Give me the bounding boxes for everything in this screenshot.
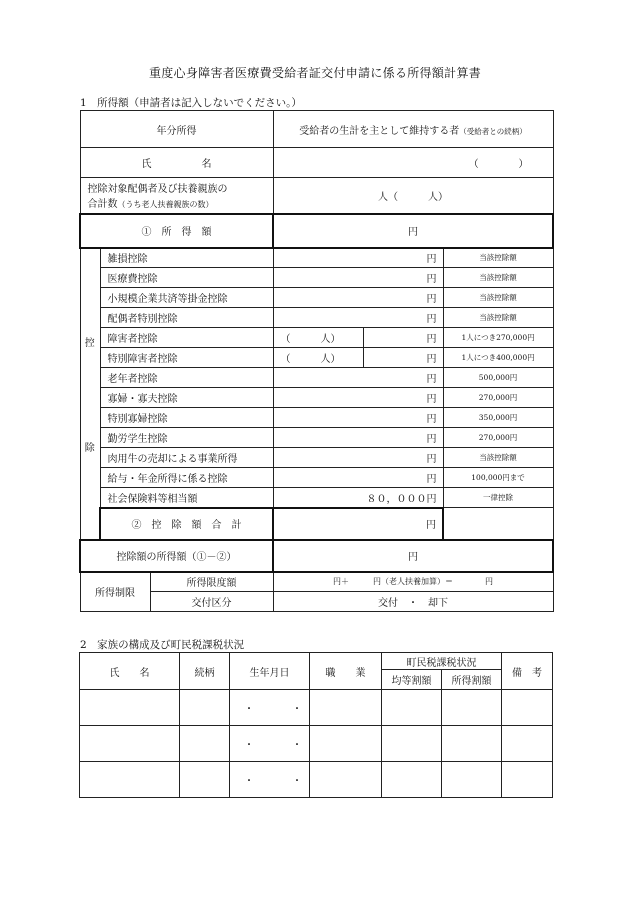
deduction-row xyxy=(80,348,553,368)
deduction-name: 雑損控除 xyxy=(100,248,273,268)
header-tax-group: 町民税課税状況 xyxy=(382,653,502,670)
page-title: 重度心身障害者医療費受給者証交付申請に係る所得額計算書 xyxy=(148,66,482,80)
deduction-name: 老年者控除 xyxy=(100,368,273,388)
deduction-row xyxy=(80,468,553,488)
family-remarks-field[interactable] xyxy=(502,690,553,726)
deduction-count-field[interactable]: 人（ 人） xyxy=(273,178,553,214)
deduction-amount-field: ８０，０００円 xyxy=(273,488,443,508)
family-tax-equal-field[interactable] xyxy=(382,762,442,798)
section1-heading: 1 所得額（申請者は記入しないでください。） xyxy=(80,97,302,109)
deduction-amount-field[interactable]: 円 xyxy=(273,268,443,288)
family-birth-field[interactable]: ・ ・ xyxy=(230,690,310,726)
deduction-amount-field[interactable]: 円 xyxy=(273,368,443,388)
deduction-amount-field[interactable]: 円 xyxy=(363,348,443,368)
deduction-name: 特別寡婦控除 xyxy=(100,408,273,428)
deduction-row xyxy=(80,448,553,468)
deduction-row xyxy=(80,248,553,268)
income-label: ① 所 得 額 xyxy=(80,214,273,248)
deduction-row xyxy=(80,428,553,448)
net-income-field[interactable]: 円 xyxy=(273,540,553,572)
table-row xyxy=(80,762,553,798)
deduction-amount-field[interactable]: 円 xyxy=(273,448,443,468)
deduction-note: 1人につき270,000円 xyxy=(443,328,553,348)
deduction-name: 社会保険料等相当額 xyxy=(100,488,273,508)
deduction-row xyxy=(80,288,553,308)
family-name-field[interactable] xyxy=(80,762,180,798)
deduction-amount-field[interactable]: 円 xyxy=(273,288,443,308)
deduction-amount-field[interactable]: 円 xyxy=(363,328,443,348)
deduction-note: 当該控除額 xyxy=(443,448,553,468)
family-job-field[interactable] xyxy=(310,762,382,798)
deduction-row xyxy=(80,308,553,328)
family-tax-income-field[interactable] xyxy=(442,726,502,762)
family-table xyxy=(79,652,553,798)
deduction-name: 寡婦・寡夫控除 xyxy=(100,388,273,408)
deduction-amount-field[interactable]: 円 xyxy=(273,408,443,428)
family-tax-income-field[interactable] xyxy=(442,762,502,798)
deduction-note: 100,000円まで xyxy=(443,468,553,488)
deduction-name: 障害者控除 xyxy=(100,328,273,348)
issue-type-field[interactable]: 交付 ・ 却下 xyxy=(273,592,553,612)
deduction-note: 一律控除 xyxy=(443,488,553,508)
deduction-person-count[interactable]: （ 人） xyxy=(273,348,363,368)
deduction-name: 特別障害者控除 xyxy=(100,348,273,368)
deduction-note: 500,000円 xyxy=(443,368,553,388)
header-birth: 生年月日 xyxy=(230,653,310,690)
deduction-count-label: 控除対象配偶者及び扶養親族の 合計数（うち老人扶養親族の数） xyxy=(80,178,273,214)
blank-cell xyxy=(443,508,553,540)
deduction-name: 医療費控除 xyxy=(100,268,273,288)
deduction-amount-field[interactable]: 円 xyxy=(273,388,443,408)
deduction-note: 当該控除額 xyxy=(443,308,553,328)
deduction-total-label: ② 控 除 額 合 計 xyxy=(100,508,273,540)
deduction-name: 配偶者特別控除 xyxy=(100,308,273,328)
deduction-amount-field[interactable]: 円 xyxy=(273,308,443,328)
year-income-label: 年分所得 xyxy=(156,125,197,137)
family-job-field[interactable] xyxy=(310,690,382,726)
header-name: 氏 名 xyxy=(80,653,180,690)
family-name-field[interactable] xyxy=(80,726,180,762)
deduction-row xyxy=(80,268,553,288)
deduction-note: 350,000円 xyxy=(443,408,553,428)
deduction-row xyxy=(80,368,553,388)
table-row xyxy=(80,726,553,762)
deduction-amount-field[interactable]: 円 xyxy=(273,428,443,448)
income-calculation-table xyxy=(79,110,554,612)
deduction-note: 1人につき400,000円 xyxy=(443,348,553,368)
deduction-note: 当該控除額 xyxy=(443,268,553,288)
deduction-total-field[interactable]: 円 xyxy=(273,508,443,540)
family-relation-field[interactable] xyxy=(180,762,230,798)
deduction-row xyxy=(80,388,553,408)
family-relation-field[interactable] xyxy=(180,690,230,726)
deduction-note: 当該控除額 xyxy=(443,288,553,308)
deduction-note: 270,000円 xyxy=(443,388,553,408)
deduction-row xyxy=(80,488,553,508)
family-tax-equal-field[interactable] xyxy=(382,690,442,726)
family-remarks-field[interactable] xyxy=(502,762,553,798)
deduction-name: 肉用牛の売却による事業所得 xyxy=(100,448,273,468)
deduction-row xyxy=(80,408,553,428)
issue-type-label: 交付区分 xyxy=(150,592,273,612)
limit-amount-field[interactable]: 円＋ 円（老人扶養加算）＝ 円 xyxy=(273,572,553,592)
header-relation: 続柄 xyxy=(180,653,230,690)
family-tax-income-field[interactable] xyxy=(442,690,502,726)
name-label: 氏 名 xyxy=(80,148,273,178)
deduction-amount-field[interactable]: 円 xyxy=(273,468,443,488)
deduction-side-label: 控 除 xyxy=(80,248,100,540)
family-relation-field[interactable] xyxy=(180,726,230,762)
deduction-note: 当該控除額 xyxy=(443,248,553,268)
header-tax-equal: 均等割額 xyxy=(382,670,442,690)
family-job-field[interactable] xyxy=(310,726,382,762)
deduction-person-count[interactable]: （ 人） xyxy=(273,328,363,348)
table-row xyxy=(80,690,553,726)
income-limit-label: 所得制限 xyxy=(80,572,150,612)
income-field[interactable]: 円 xyxy=(273,214,553,248)
header-job: 職 業 xyxy=(310,653,382,690)
family-remarks-field[interactable] xyxy=(502,726,553,762)
family-birth-field[interactable]: ・ ・ xyxy=(230,726,310,762)
section2-heading: 2 家族の構成及び町民税課税状況 xyxy=(80,639,245,651)
family-name-field[interactable] xyxy=(80,690,180,726)
deduction-name: 勤労学生控除 xyxy=(100,428,273,448)
net-income-label: 控除額の所得額（①－②） xyxy=(80,540,273,572)
family-tax-equal-field[interactable] xyxy=(382,726,442,762)
deduction-amount-field[interactable]: 円 xyxy=(273,248,443,268)
limit-amount-label: 所得限度額 xyxy=(150,572,273,592)
year-income-cell[interactable] xyxy=(80,111,273,148)
family-birth-field[interactable]: ・ ・ xyxy=(230,762,310,798)
deduction-row xyxy=(80,328,553,348)
dependent-header-cell: 受給者の生計を主として維持する者（受給者との続柄） xyxy=(273,111,553,148)
header-tax-income: 所得割額 xyxy=(442,670,502,690)
deduction-name: 給与・年金所得に係る控除 xyxy=(100,468,273,488)
deduction-note: 270,000円 xyxy=(443,428,553,448)
name-field[interactable]: （ ） xyxy=(273,148,553,178)
header-remarks: 備 考 xyxy=(502,653,553,690)
deduction-name: 小規模企業共済等掛金控除 xyxy=(100,288,273,308)
